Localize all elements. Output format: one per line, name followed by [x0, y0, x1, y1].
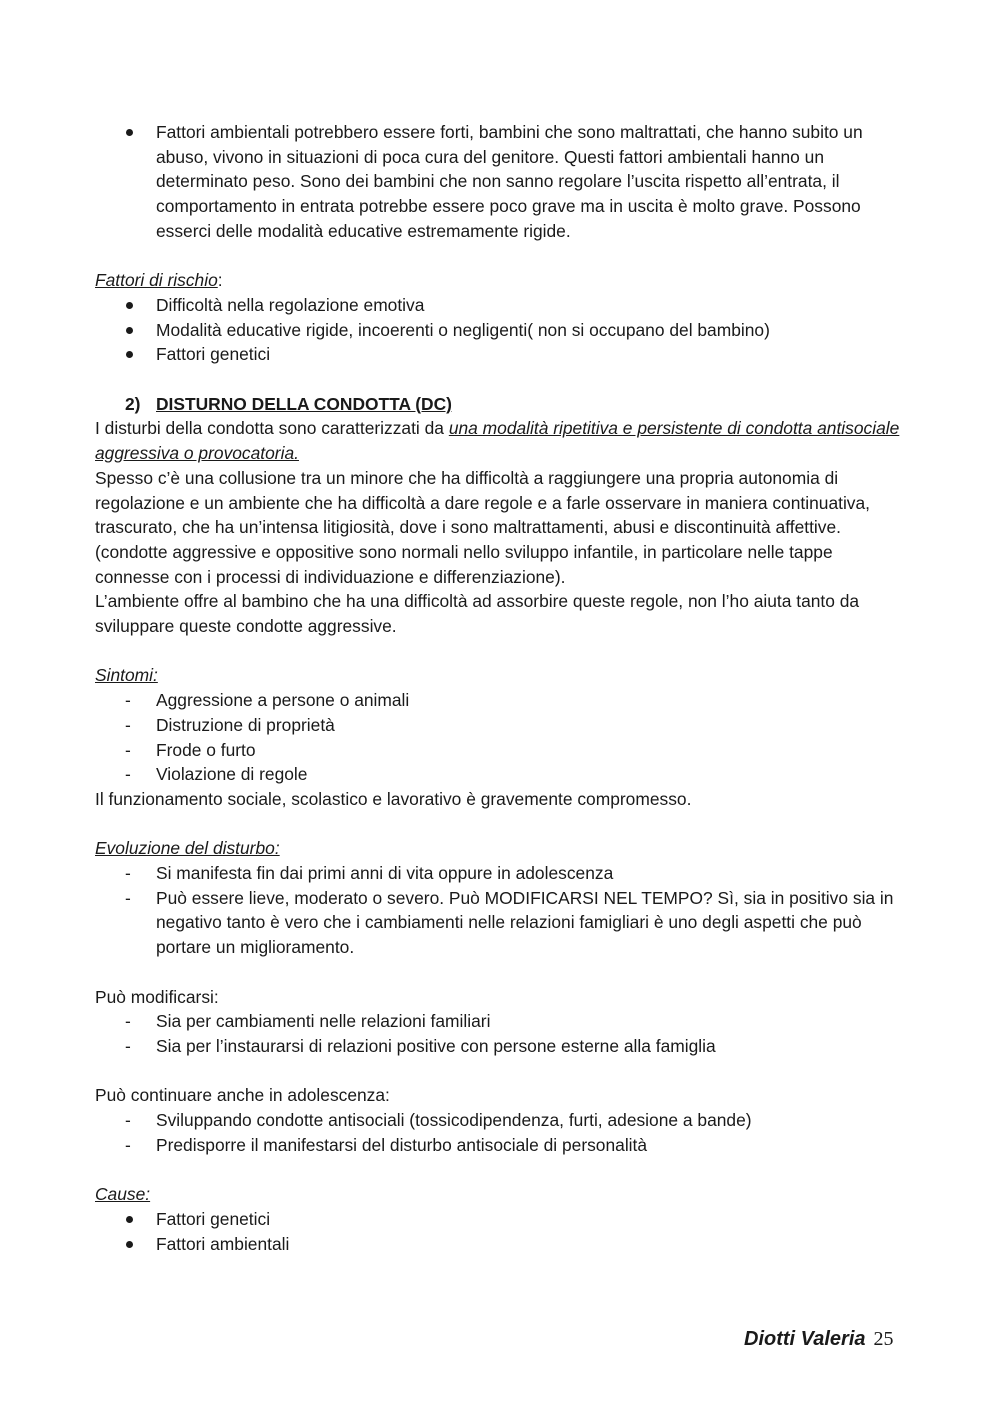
adolescence-list: [95, 1108, 905, 1157]
causes-heading-text: Cause:: [95, 1184, 151, 1205]
page-footer: [744, 1328, 894, 1351]
adolescence-heading: Può continuare anche in adolescenza:: [95, 1085, 390, 1106]
list-item: - Si manifesta fin dai primi anni di vita oppure in adolescenza: [95, 861, 905, 886]
definition-prefix: I disturbi della condotta sono caratterizzati da: [95, 418, 449, 439]
paragraph: L’ambiente offre al bambino che ha una difficoltà ad assorbire queste regole, non l’ho aiuta tanto da sviluppare queste condotte aggressive.: [95, 591, 860, 637]
definition-emphasis: una modalità ripetitiva e persistente di condotta antisociale aggressiva o provocatoria.: [95, 418, 900, 464]
page-number: 25: [873, 1328, 894, 1350]
evolution-heading: [95, 836, 905, 861]
list-item: Fattori genetici: [95, 342, 905, 367]
section-title: [95, 392, 905, 417]
list-item: Fattori ambientali potrebbero essere forti, bambini che sono maltrattati, che hanno subito un abuso, vivono in situazioni di poca cura del genitore. Questi fattori ambientali hanno un determinato peso. Sono dei bambini che non sanno regolare l’uscita rispetto all’entrata, il comportamento in entrata potrebbe essere poco grave ma in uscita è molto grave. Possono esserci delle modalità educative estremamente rigide.: [95, 120, 905, 244]
symptoms-heading-text: Sintomi:: [95, 665, 158, 686]
modify-list: [95, 1009, 905, 1058]
intro-bullet-list: [95, 120, 905, 244]
list-item: Fattori ambientali: [95, 1232, 905, 1257]
list-item: - Violazione di regole: [95, 762, 905, 787]
paragraph: (condotte aggressive e oppositive sono normali nello sviluppo infantile, in particolare nelle tappe connesse con i processi di individuazione e differenziazione).: [95, 541, 833, 587]
causes-list: [95, 1207, 905, 1256]
list-item: - Sviluppando condotte antisociali (tossicodipendenza, furti, adesione a bande): [95, 1108, 905, 1133]
list-item: - Aggressione a persone o animali: [95, 688, 905, 713]
list-item: - Può essere lieve, moderato o severo. Può MODIFICARSI NEL TEMPO? Sì, sia in positivo sia in negativo tanto è vero che i cambiamenti nelle relazioni famigliari è uno degli aspetti che può portare un miglioramento.: [95, 886, 905, 960]
risk-heading-text: Fattori di rischio: [95, 270, 218, 291]
section-title-text: DISTURNO DELLA CONDOTTA (DC): [156, 393, 452, 414]
paragraph: Spesso c’è una collusione tra un minore che ha difficoltà a raggiungere una propria autonomia di regolazione e un ambiente che ha difficoltà a dare regole e a farle osservare in maniera continuativa, trascurato, che ha un’intensa litigiosità, dove i sono maltrattamenti, abusi e discontinuità affettive.: [95, 467, 871, 538]
causes-heading: [95, 1182, 905, 1207]
list-item: - Predisporre il manifestarsi del disturbo antisociale di personalità: [95, 1133, 905, 1158]
list-item: Modalità educative rigide, incoerenti o negligenti( non si occupano del bambino): [95, 318, 905, 343]
risk-heading: [95, 268, 905, 293]
symptoms-heading: [95, 663, 905, 688]
section-number: 2): [125, 393, 141, 414]
risk-heading-colon: :: [217, 270, 223, 291]
evolution-list: [95, 861, 905, 960]
risk-list: [95, 293, 905, 367]
symptoms-list: [95, 688, 905, 787]
list-item: - Distruzione di proprietà: [95, 713, 905, 738]
list-item: Difficoltà nella regolazione emotiva: [95, 293, 905, 318]
document-page: [95, 120, 905, 1256]
definition-paragraph: [95, 416, 905, 465]
evolution-heading-text: Evoluzione del disturbo:: [95, 838, 280, 859]
list-item: - Sia per l’instaurarsi di relazioni positive con persone esterne alla famiglia: [95, 1034, 905, 1059]
footer-author: Diotti Valeria: [744, 1328, 866, 1350]
list-item: Fattori genetici: [95, 1207, 905, 1232]
list-item: - Sia per cambiamenti nelle relazioni familiari: [95, 1009, 905, 1034]
symptoms-note: Il funzionamento sociale, scolastico e lavorativo è gravemente compromesso.: [95, 788, 692, 809]
modify-heading: Può modificarsi:: [95, 986, 219, 1007]
list-item: - Frode o furto: [95, 738, 905, 763]
